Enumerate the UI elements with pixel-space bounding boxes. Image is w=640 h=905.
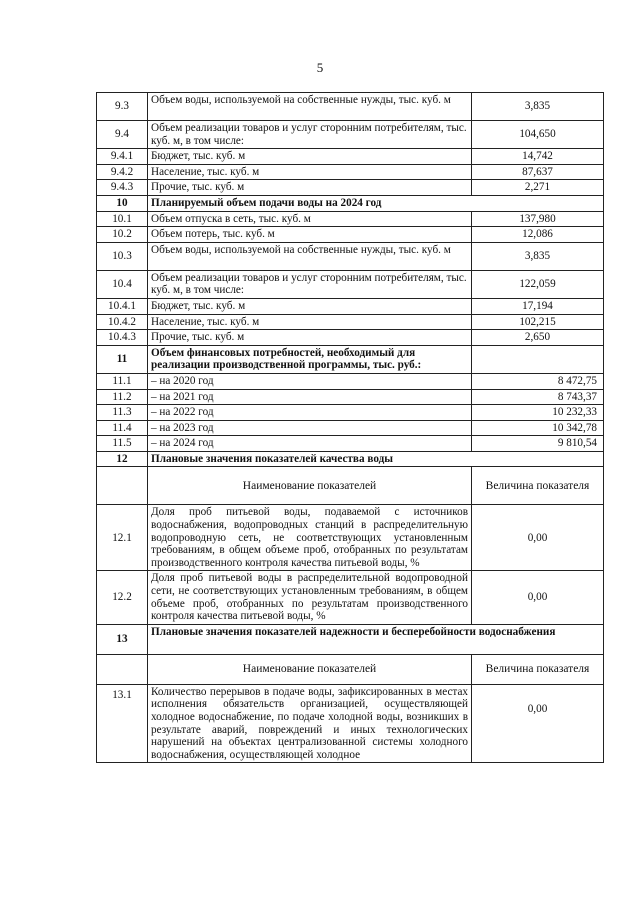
row-value: 8 472,75 (472, 373, 604, 389)
indicator-name-header: Наименование показателей (148, 654, 472, 684)
row-value: 3,835 (472, 93, 604, 121)
table-row (97, 164, 604, 180)
row-text: Бюджет, тыс. куб. м (148, 298, 472, 314)
table-row (97, 211, 604, 227)
row-value: 102,215 (472, 314, 604, 330)
row-number: 9.4.1 (97, 149, 148, 165)
row-value: 10 342,78 (472, 420, 604, 436)
row-text: – на 2022 год (148, 405, 472, 421)
empty-cell (97, 654, 148, 684)
row-number: 11.4 (97, 420, 148, 436)
row-value: 2,650 (472, 330, 604, 346)
page-number: 5 (316, 60, 324, 75)
row-text: – на 2020 год (148, 373, 472, 389)
row-text: Прочие, тыс. куб. м (148, 330, 472, 346)
row-value: 137,980 (472, 211, 604, 227)
row-number: 11.3 (97, 405, 148, 421)
row-text: Доля проб питьевой воды, подаваемой с источников водоснабжения, водопроводных станций в распределительную водопроводную сеть, не соответствующих установленным требованиям, в общем объеме проб, отобранных по результатам производственного контроля качества питьевой воды, % (148, 505, 472, 571)
row-text: Объем воды, используемой на собственные нужды, тыс. куб. м (148, 242, 472, 270)
table-row (97, 227, 604, 243)
empty-cell (472, 345, 604, 373)
row-text: Количество перерывов в подаче воды, зафиксированных в местах исполнения обязательств организацией, осуществляющей холодное водоснабжение, по подаче холодной воды, возникших в результате аварий, повреждений и иных технологических нарушений на объектах централизованной системы холодного водоснабжения, осуществляющей холодное (148, 684, 472, 763)
row-text: Доля проб питьевой воды в распределительной водопроводной сети, не соответствующих установленным требованиям, в общем объеме проб, отобранных по результатам производственного контроля качества питьевой воды, % (148, 571, 472, 624)
table-row (97, 180, 604, 196)
table-row (97, 389, 604, 405)
table-row (97, 270, 604, 298)
row-value: 10 232,33 (472, 405, 604, 421)
row-number: 10.1 (97, 211, 148, 227)
row-value: 9 810,54 (472, 436, 604, 452)
section-title: Объем финансовых потребностей, необходимый для реализации производственной программы, тыс. руб.: (148, 345, 472, 373)
row-value: 122,059 (472, 270, 604, 298)
row-text: Объем реализации товаров и услуг сторонним потребителям, тыс. куб. м, в том числе: (148, 270, 472, 298)
section-number: 13 (97, 624, 148, 654)
row-number: 9.3 (97, 93, 148, 121)
row-text: – на 2021 год (148, 389, 472, 405)
section-number: 12 (97, 451, 148, 467)
row-value: 0,00 (472, 505, 604, 571)
row-value: 12,086 (472, 227, 604, 243)
row-number: 9.4.3 (97, 180, 148, 196)
row-value: 3,835 (472, 242, 604, 270)
row-number: 10.3 (97, 242, 148, 270)
production-program-table (96, 92, 604, 763)
row-number: 12.2 (97, 571, 148, 624)
row-number: 13.1 (97, 684, 148, 763)
table-row (97, 405, 604, 421)
row-number: 9.4 (97, 121, 148, 149)
row-number: 10.4.2 (97, 314, 148, 330)
table-row (97, 242, 604, 270)
row-text: Прочие, тыс. куб. м (148, 180, 472, 196)
section-row (97, 624, 604, 654)
column-header-row (97, 467, 604, 505)
indicator-value-header: Величина показателя (472, 654, 604, 684)
section-number: 10 (97, 195, 148, 211)
row-text: Население, тыс. куб. м (148, 164, 472, 180)
empty-cell (97, 467, 148, 505)
table-row (97, 505, 604, 571)
section-row (97, 451, 604, 467)
row-value: 17,194 (472, 298, 604, 314)
row-value: 8 743,37 (472, 389, 604, 405)
section-title: Планируемый объем подачи воды на 2024 год (148, 195, 604, 211)
table-row (97, 436, 604, 452)
table-row (97, 314, 604, 330)
row-value: 0,00 (472, 684, 604, 763)
row-number: 9.4.2 (97, 164, 148, 180)
row-text: Объем реализации товаров и услуг сторонним потребителям, тыс. куб. м, в том числе: (148, 121, 472, 149)
row-value: 104,650 (472, 121, 604, 149)
table-row (97, 420, 604, 436)
row-text: Бюджет, тыс. куб. м (148, 149, 472, 165)
table-row (97, 330, 604, 346)
row-text: Объем воды, используемой на собственные нужды, тыс. куб. м (148, 93, 472, 121)
row-number: 10.4.3 (97, 330, 148, 346)
section-title: Плановые значения показателей качества воды (148, 451, 604, 467)
row-number: 10.4 (97, 270, 148, 298)
section-title: Плановые значения показателей надежности и бесперебойности водоснабжения (148, 624, 604, 654)
indicator-name-header: Наименование показателей (148, 467, 472, 505)
row-number: 11.2 (97, 389, 148, 405)
row-value: 0,00 (472, 571, 604, 624)
section-row (97, 195, 604, 211)
table-row (97, 298, 604, 314)
section-row (97, 345, 604, 373)
row-value: 14,742 (472, 149, 604, 165)
column-header-row (97, 654, 604, 684)
row-number: 11.5 (97, 436, 148, 452)
table-row (97, 93, 604, 121)
table-row (97, 149, 604, 165)
row-value: 87,637 (472, 164, 604, 180)
row-value: 2,271 (472, 180, 604, 196)
table-row (97, 684, 604, 763)
section-number: 11 (97, 345, 148, 373)
row-text: Население, тыс. куб. м (148, 314, 472, 330)
indicator-value-header: Величина показателя (472, 467, 604, 505)
row-text: Объем потерь, тыс. куб. м (148, 227, 472, 243)
row-number: 10.4.1 (97, 298, 148, 314)
row-text: – на 2024 год (148, 436, 472, 452)
row-number: 11.1 (97, 373, 148, 389)
table-row (97, 571, 604, 624)
row-number: 10.2 (97, 227, 148, 243)
table-row (97, 121, 604, 149)
row-text: – на 2023 год (148, 420, 472, 436)
row-number: 12.1 (97, 505, 148, 571)
row-text: Объем отпуска в сеть, тыс. куб. м (148, 211, 472, 227)
table-row (97, 373, 604, 389)
